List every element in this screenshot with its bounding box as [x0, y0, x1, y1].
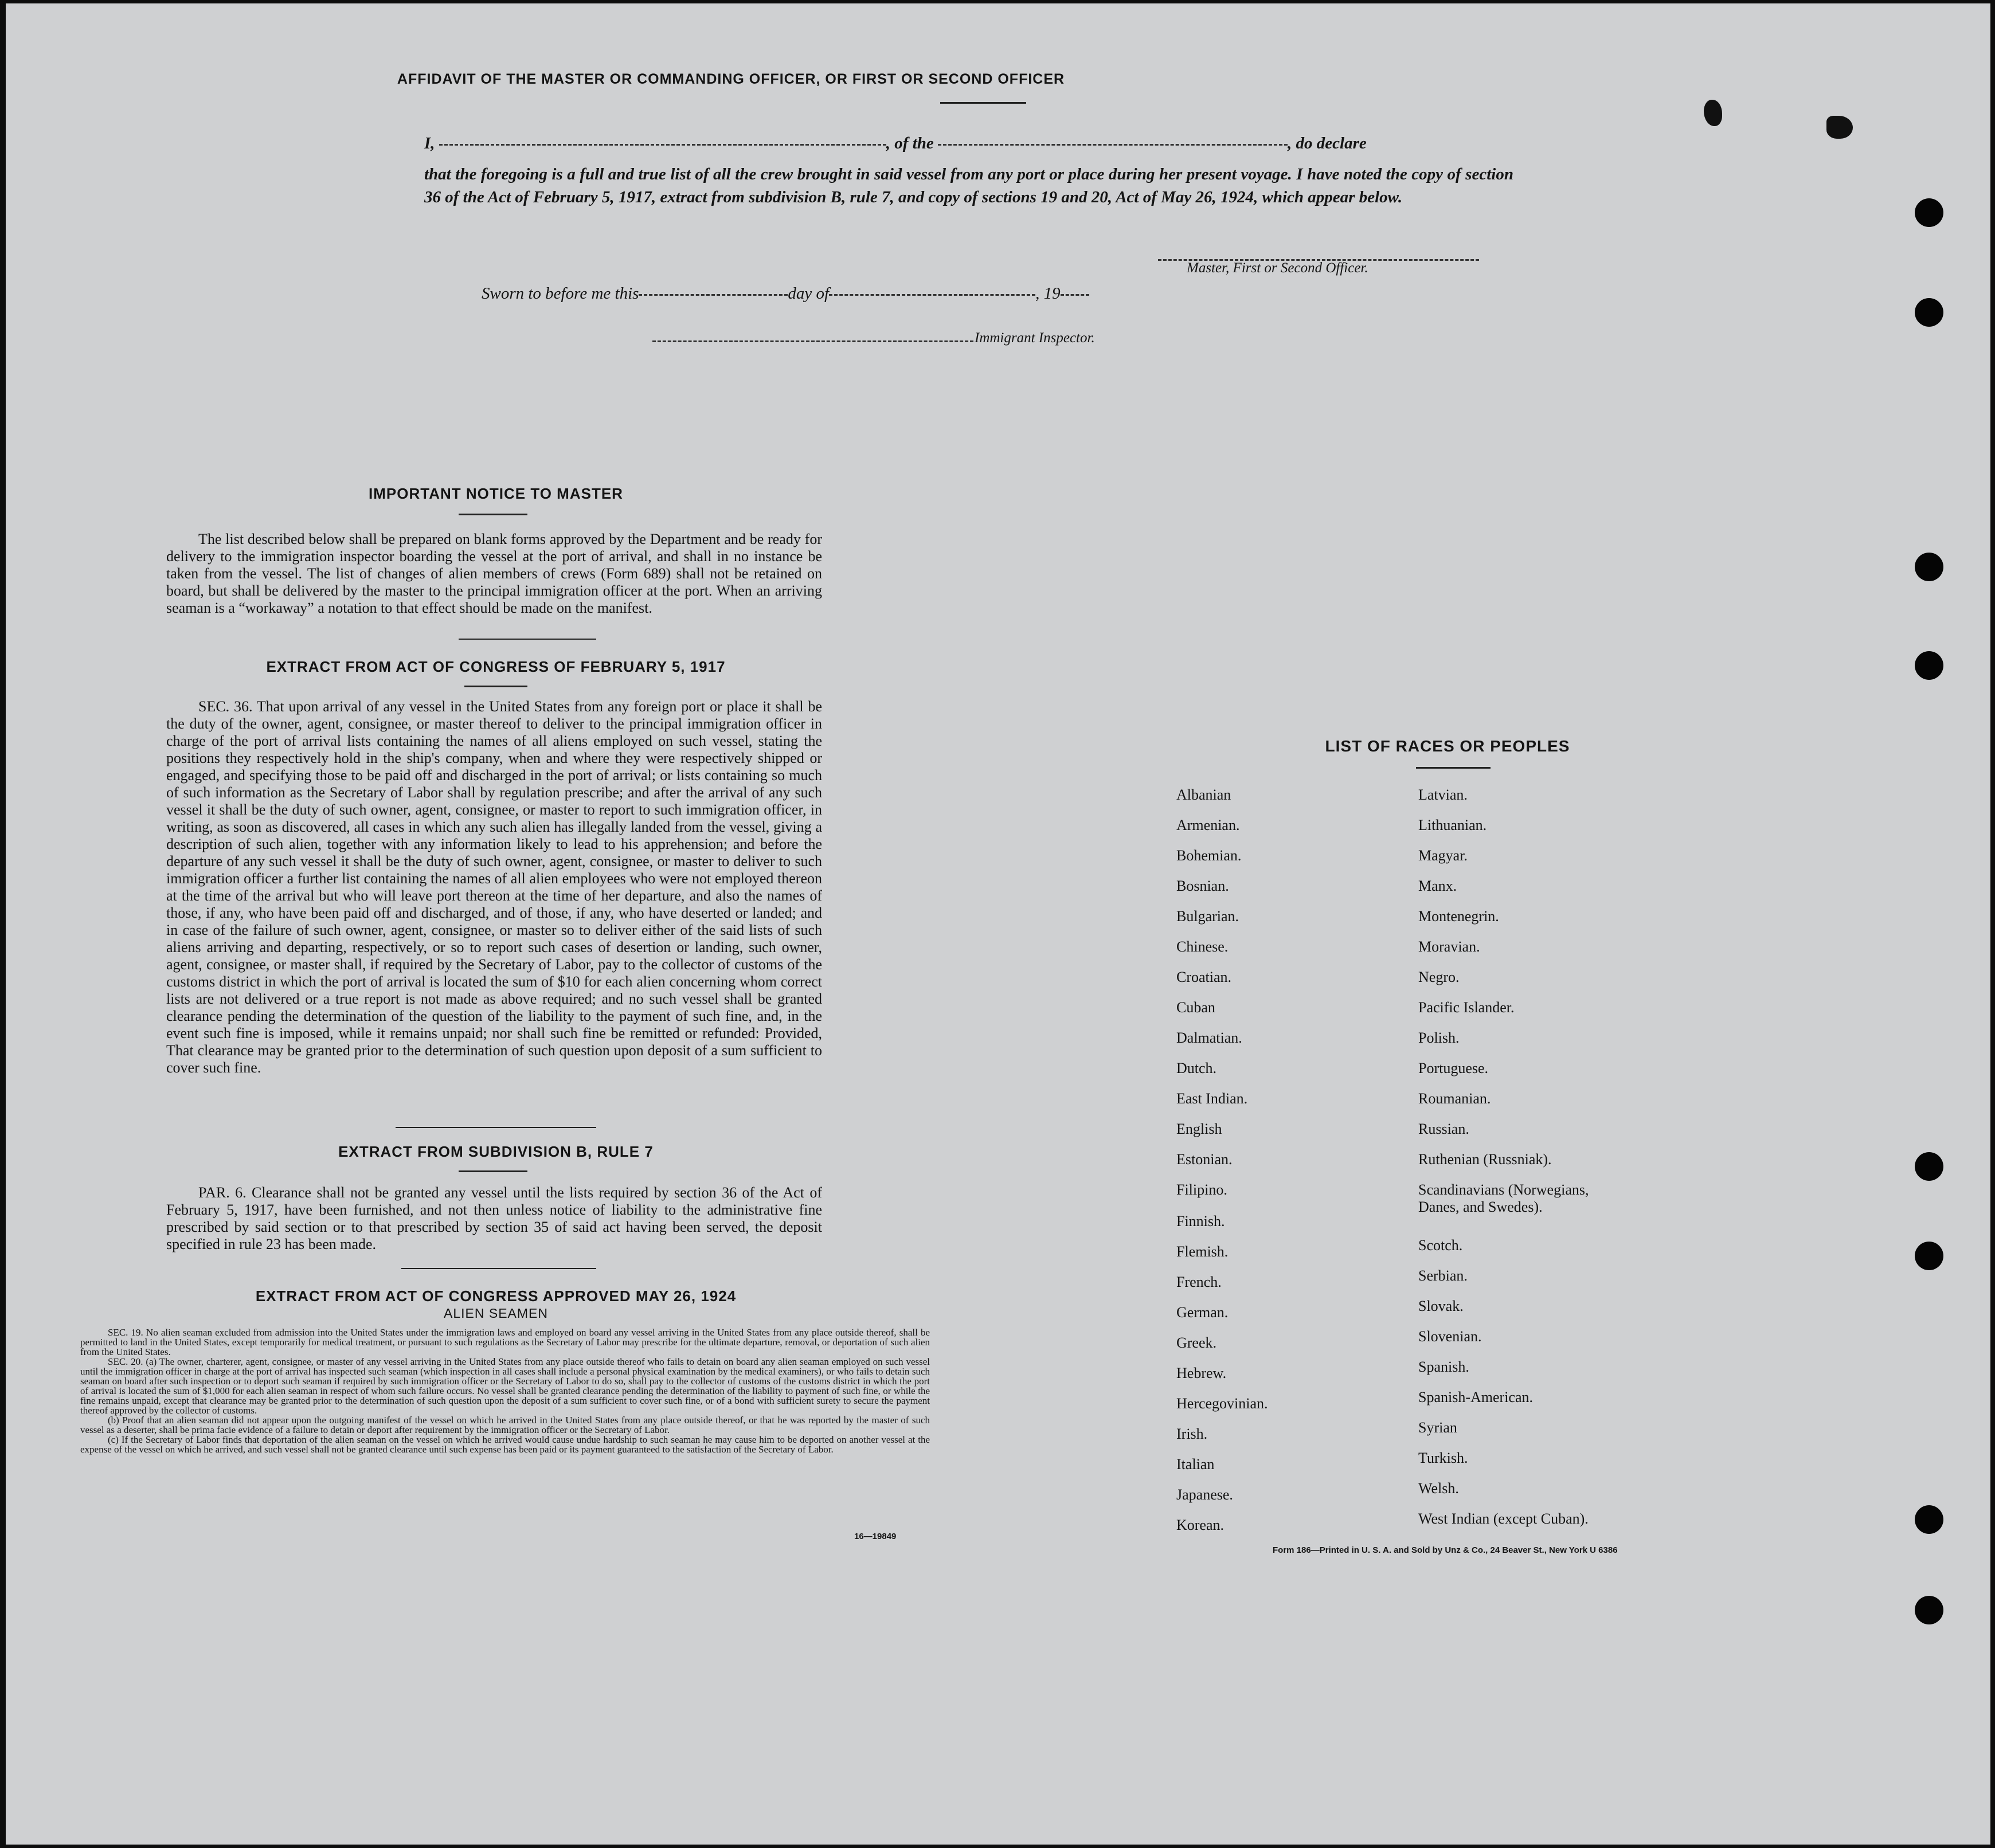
- form-number: 16—19849: [854, 1532, 897, 1541]
- races-rule: [1416, 767, 1491, 769]
- inspector-label: Immigrant Inspector.: [975, 330, 1095, 346]
- race-item: Cuban: [1176, 999, 1215, 1016]
- paragraph-6: PAR. 6. Clearance shall not be granted any vessel until the lists required by section 36 of the Act of February 5, 1917, have been furnished, and not then unless notice of liability to the administrative fine prescribed by said section or to that prescribed by section 35 of said act having been served, the deposit specified in rule 23 has been made.: [166, 1184, 822, 1252]
- race-item: Hebrew.: [1176, 1365, 1227, 1381]
- section-20a-text: SEC. 20. (a) The owner, charterer, agent, consignee, or master of any vessel arriving in the United States from any place outside thereof who fails to detain on board any alien seaman employed on such vessel until the immigration officer in charge at the port of arrival has inspected such seaman (which inspection in all cases shall include a personal physical examination by the medical examiners), or who fails to detain such seaman on board after such inspection or to deport such seaman if required by such immigration officer or the Secretary of Labor to do so, shall pay to the collector of customs of the customs district in which the port of arrival is located the sum of $1,000 for each alien seaman in respect of whom such failure occurs. No vessel shall be granted clearance pending the determination of the liability to payment of such fine, or while the fine remains unpaid, except that clearance may be granted prior to the determination of such question upon the deposit of a sum sufficient to cover such fine, or of a bond with sufficient surety to secure the payment thereof approved by the collector of customs.: [80, 1356, 930, 1416]
- race-item: Greek.: [1176, 1334, 1217, 1351]
- race-item: Estonian.: [1176, 1151, 1233, 1168]
- name-blank[interactable]: [439, 144, 886, 146]
- declaration-text: that the foregoing is a full and true list of all the crew brought in said vessel from any port or place during her present voyage. I have noted the copy of section 36 of the Act of February 5, 1917, extract from subdivision B, rule 7, and copy of sections 19 and 20, Act of May 26, 1924, which appear below.: [424, 165, 1513, 206]
- notice-paragraph: The list described below shall be prepared on blank forms approved by the Department and be ready for delivery to the immigration inspector boarding the vessel at the port of arrival, and shall in no instance be taken from the vessel. The list of changes of alien members of crews (Form 689) shall not be retained on board, but shall be delivered by the master to the principal immigration officer at the port. When an arriving seaman is a “workaway” a notation to that effect should be made on the manifest.: [166, 531, 822, 616]
- race-item: Dalmatian.: [1176, 1029, 1242, 1046]
- day-blank[interactable]: [639, 294, 788, 296]
- punch-hole: [1915, 1152, 1943, 1181]
- punch-hole: [1915, 651, 1943, 680]
- printer-line: Form 186—Printed in U. S. A. and Sold by Unz & Co., 24 Beaver St., New York U 6386: [1273, 1545, 1618, 1555]
- sworn-day-of: day of: [788, 284, 830, 303]
- master-signature-label: Master, First or Second Officer.: [1187, 260, 1368, 276]
- section-divider: [396, 1127, 596, 1128]
- race-item: Croatian.: [1176, 969, 1232, 985]
- race-item: Spanish.: [1418, 1358, 1469, 1375]
- race-item: Bulgarian.: [1176, 908, 1239, 925]
- races-heading: LIST OF RACES OR PEOPLES: [1325, 737, 1570, 755]
- race-item: Serbian.: [1418, 1267, 1468, 1284]
- race-item: Welsh.: [1418, 1480, 1459, 1497]
- race-item: Finnish.: [1176, 1213, 1225, 1230]
- race-item: English: [1176, 1121, 1222, 1137]
- alien-seamen-subheading: ALIEN SEAMEN: [444, 1306, 548, 1321]
- race-item: Spanish-American.: [1418, 1389, 1534, 1405]
- sworn-year: , 19: [1035, 284, 1061, 303]
- section-divider: [459, 639, 596, 640]
- punch-hole: [1915, 553, 1943, 581]
- race-item: Flemish.: [1176, 1243, 1229, 1260]
- race-item: French.: [1176, 1274, 1222, 1290]
- race-item: Scandinavians (Norwegians, Danes, and Swedes).: [1418, 1181, 1589, 1215]
- notice-rule: [459, 514, 527, 515]
- race-item: Dutch.: [1176, 1060, 1217, 1076]
- sworn-line: [482, 284, 1227, 303]
- race-item: Irish.: [1176, 1426, 1208, 1442]
- declaration-i: I,: [424, 134, 435, 152]
- extract-1924-heading: EXTRACT FROM ACT OF CONGRESS APPROVED MAY 26, 1924: [255, 1287, 737, 1305]
- race-item: Korean.: [1176, 1517, 1225, 1533]
- notice-heading: IMPORTANT NOTICE TO MASTER: [369, 485, 623, 502]
- inspector-signature-line[interactable]: [652, 340, 973, 342]
- race-item: Magyar.: [1418, 847, 1468, 864]
- declaration-declare: , do declare: [1288, 134, 1367, 152]
- document-page: [6, 3, 1990, 1845]
- race-item: Bosnian.: [1176, 878, 1229, 894]
- race-item: Chinese.: [1176, 938, 1229, 955]
- punch-hole: [1915, 1505, 1943, 1534]
- punch-hole: [1915, 1596, 1943, 1624]
- notice-text: [166, 531, 822, 617]
- race-item: Bohemian.: [1176, 847, 1242, 864]
- race-item: Lithuanian.: [1418, 817, 1487, 833]
- race-item: Filipino.: [1176, 1181, 1227, 1198]
- vessel-blank[interactable]: [938, 144, 1288, 146]
- race-item: Latvian.: [1418, 786, 1468, 803]
- section-divider: [401, 1268, 596, 1269]
- affidavit-heading: AFFIDAVIT OF THE MASTER OR COMMANDING OFFICER, OR FIRST OR SECOND OFFICER: [397, 71, 1065, 87]
- race-item: Slovenian.: [1418, 1328, 1482, 1345]
- ink-blot: [1826, 116, 1853, 139]
- race-item: Syrian: [1418, 1419, 1457, 1436]
- month-blank[interactable]: [829, 294, 1035, 296]
- declaration-of: , of the: [886, 134, 934, 152]
- race-item: Turkish.: [1418, 1450, 1468, 1466]
- race-item: Moravian.: [1418, 938, 1480, 955]
- race-item: Russian.: [1418, 1121, 1469, 1137]
- race-item: Roumanian.: [1418, 1090, 1491, 1107]
- race-item: Montenegrin.: [1418, 908, 1499, 925]
- race-item: Armenian.: [1176, 817, 1240, 833]
- race-item: Pacific Islander.: [1418, 999, 1515, 1016]
- section-20b-text: (b) Proof that an alien seaman did not appear upon the outgoing manifest of the vessel on which he arrived in the United States from any place outside thereof, or that he was reported by the master of such vessel as a deserter, shall be prima facie evidence of a failure to detain or deport after requirement by the immigration officer or the Secretary of Labor.: [80, 1415, 930, 1435]
- race-item: German.: [1176, 1304, 1229, 1321]
- race-item: West Indian (except Cuban).: [1418, 1510, 1589, 1527]
- section-36-text: [166, 698, 822, 1076]
- race-item: Portuguese.: [1418, 1060, 1489, 1076]
- race-item: Japanese.: [1176, 1486, 1233, 1503]
- race-item: Polish.: [1418, 1029, 1460, 1046]
- section-36-paragraph: SEC. 36. That upon arrival of any vessel in the United States from any foreign port or place it shall be the duty of the owner, agent, consignee, or master thereof to deliver to the principal immigration officer in charge of the port of arrival lists containing the names of all aliens employed on such vessel, stating the positions they respectively hold in the ship's company, when and where they were respectively shipped or engaged, and specifying those to be paid off and discharged in the port of arrival; or lists containing so much of such information as the Secretary of Labor shall by regulation prescribe; and after the arrival of any such vessel it shall be the duty of such owner, agent, consignee, or master to report to such immigration officer, in writing, as soon as discovered, all cases in which any such alien has illegally landed from the vessel, giving a description of such alien, together with any information likely to lead to his apprehension; and before the departure of any such vessel it shall be the duty of such owner, agent, consignee, or master to deliver to such immigration officer a further list containing the names of all alien employees who were not employed thereon at the time of the arrival but who will leave port thereon at the time of her departure, and also the names of those, if any, who have been paid off and discharged, and of those, if any, who have deserted or landed; and in case of the failure of such owner, agent, consignee, or master so to deliver either of the said lists of such aliens arriving and departing, respectively, or so to report such cases of desertion or landing, such owner, agent, consignee, or master shall, if required by the Secretary of Labor, pay to the collector of customs of the customs district in which the port of arrival is located the sum of $10 for each alien concerning whom correct lists are not delivered or a true report is not made as above required; and no such vessel shall be granted clearance pending the determination of the question of the liability to the payment of such fine, and, in the event such fine is imposed, while it remains unpaid; nor shall such fine be remitted or refunded: Provided, That clearance may be granted prior to the determination of such question upon deposit of a sum sufficient to cover such fine.: [166, 698, 822, 1076]
- alien-seamen-text: [80, 1328, 930, 1454]
- sworn-prefix: Sworn to before me this: [482, 284, 639, 303]
- extract-1917-rule: [464, 686, 527, 687]
- punch-hole: [1915, 1242, 1943, 1270]
- race-item: Slovak.: [1418, 1298, 1464, 1314]
- heading-rule: [940, 102, 1026, 104]
- rule-7-rule: [459, 1170, 527, 1172]
- rule-7-heading: EXTRACT FROM SUBDIVISION B, RULE 7: [338, 1143, 654, 1160]
- ink-blot: [1704, 100, 1722, 126]
- paragraph-6-text: [166, 1184, 822, 1253]
- punch-hole: [1915, 198, 1943, 227]
- year-blank[interactable]: [1061, 294, 1089, 296]
- extract-1917-heading: EXTRACT FROM ACT OF CONGRESS OF FEBRUARY 5, 1917: [266, 658, 726, 675]
- race-item: Negro.: [1418, 969, 1460, 985]
- section-20c-text: (c) If the Secretary of Labor finds that deportation of the alien seaman on the vessel on which he arrived would cause undue hardship to such seaman he may cause him to be deported on another vessel at the expense of the vessel on which he arrived, and such vessel shall not be granted clearance until such expense has been paid or its payment guaranteed to the satisfaction of the Secretary of Labor.: [80, 1434, 930, 1455]
- race-item: Italian: [1176, 1456, 1215, 1473]
- section-19-text: SEC. 19. No alien seaman excluded from admission into the United States under the immigration laws and employed on board any vessel arriving in the United States from any place outside thereof, shall be permitted to land in the United States, except temporarily for medical treatment, or pursuant to such regulations as the Secretary of Labor may prescribe for the ultimate departure, removal, or deportation of such alien from the United States.: [80, 1327, 930, 1357]
- race-item: Ruthenian (Russniak).: [1418, 1151, 1552, 1168]
- race-item: East Indian.: [1176, 1090, 1248, 1107]
- race-item: Manx.: [1418, 878, 1457, 894]
- declaration-line: [424, 134, 1513, 153]
- race-item: Albanian: [1176, 786, 1231, 803]
- race-item: Scotch.: [1418, 1237, 1463, 1254]
- punch-hole: [1915, 298, 1943, 327]
- race-item: Hercegovinian.: [1176, 1395, 1268, 1412]
